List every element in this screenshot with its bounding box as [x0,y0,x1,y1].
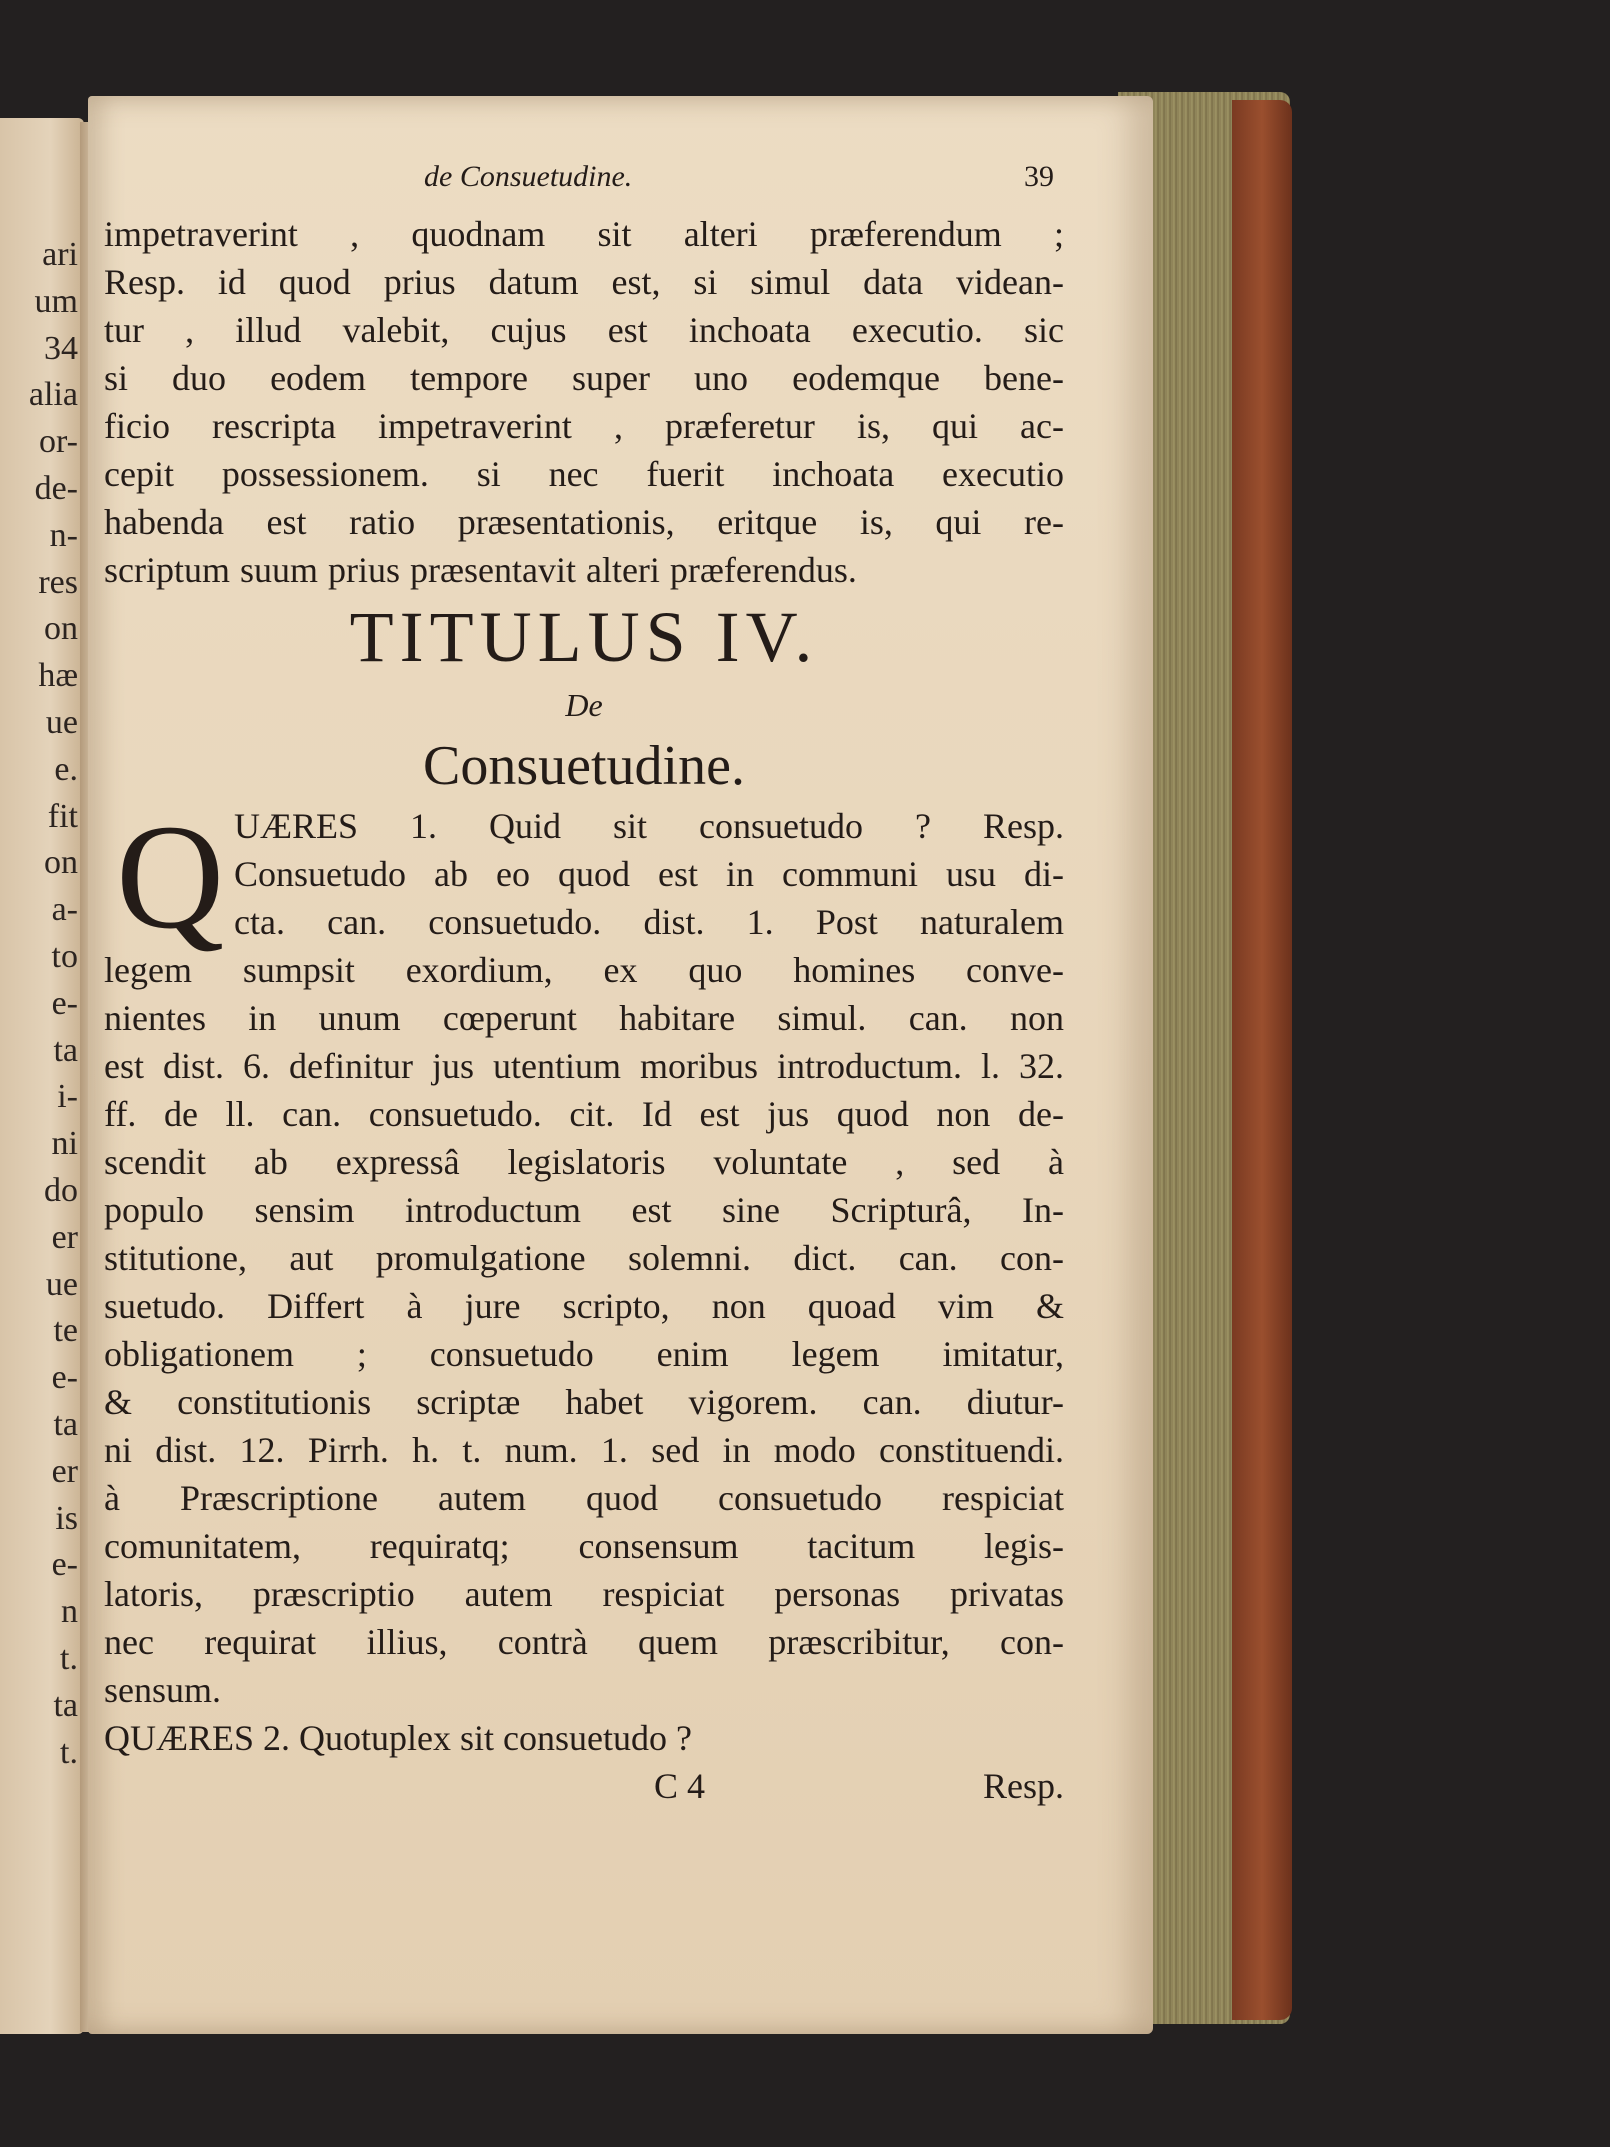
facing-fragment: e. [54,750,78,788]
paragraph-top [104,210,1064,594]
facing-fragment: e- [51,1359,78,1397]
facing-fragment: alia [28,376,78,414]
facing-fragment: te [53,1312,78,1350]
text-line: obligationem ; consuetudo enim legem imitatur, [104,1334,1064,1374]
facing-fragment: e- [51,984,78,1022]
facing-page [0,118,84,2034]
facing-fragment: t. [60,1733,78,1771]
text-line: ficio rescripta impetraverint , præferetur is, qui ac- [104,406,1064,446]
text-line: ni dist. 12. Pirrh. h. t. num. 1. sed in modo constituendi. [104,1430,1064,1470]
facing-fragment: ue [45,703,78,741]
text-line: tur , illud valebit, cujus est inchoata executio. sic [104,310,1064,350]
text-line: suetudo. Differt à jure scripto, non quoad vim & [104,1286,1064,1326]
text-line: cepit possessionem. si nec fuerit inchoata executio [104,454,1064,494]
page-text [104,160,1064,1810]
text-line: Resp. id quod prius datum est, si simul data videan- [104,262,1064,302]
text-line: comunitatem, requiratq; consensum tacitum legis- [104,1526,1064,1566]
text-line: est dist. 6. definitur jus utentium moribus introductum. l. 32. [104,1046,1064,1086]
facing-fragment: to [51,937,78,975]
facing-fragment: e- [51,1546,78,1584]
catchword: Resp. [983,1766,1064,1806]
text-line: impetraverint , quodnam sit alteri præferendum ; [104,214,1064,254]
drop-cap: Q [116,794,225,960]
text-line: à Præscriptione autem quod consuetudo respiciat [104,1478,1064,1518]
text-line: latoris, præscriptio autem respiciat personas privatas [104,1574,1064,1614]
facing-fragment: do [44,1171,78,1209]
text-line: si duo eodem tempore super uno eodemque bene- [104,358,1064,398]
facing-fragment: ta [53,1405,78,1443]
paragraph-quaeres-1 [104,794,1064,1714]
text-line: & constitutionis scriptæ habet vigorem. can. diutur- [104,1382,1064,1422]
text-line: UÆRES 1. Quid sit consuetudo ? Resp. [234,806,1064,846]
facing-fragment: ue [45,1265,78,1303]
facing-fragment: 34 [44,329,78,367]
running-header [104,160,1064,202]
facing-fragment: res [38,563,78,601]
text-line: nientes in unum cœperunt habitare simul. can. non [104,998,1064,1038]
facing-fragment: is [55,1499,78,1537]
signature-line [104,1762,1064,1810]
text-line: nec requirat illius, contrà quem præscribitur, con- [104,1622,1064,1662]
quaeres-2-text: QUÆRES 2. Quotuplex sit consuetudo ? [104,1718,692,1758]
facing-fragment: ari [42,236,78,273]
facing-fragment: um [34,282,78,320]
facing-fragment: on [44,610,78,648]
facing-fragment: ta [53,1031,78,1069]
text-line: habenda est ratio præsentationis, eritque is, qui re- [104,502,1064,542]
facing-fragment: on [44,844,78,882]
facing-fragment: er [51,1218,78,1256]
facing-fragment: n- [49,516,78,554]
facing-fragment: or- [39,423,78,461]
leather-cover [1232,100,1292,2020]
facing-fragment: a- [51,891,78,929]
facing-fragment: hæ [38,657,78,695]
text-line: ff. de ll. can. consuetudo. cit. Id est jus quod non de- [104,1094,1064,1134]
text-line: legem sumpsit exordium, ex quo homines conve- [104,950,1064,990]
facing-page-fragments [0,118,84,2034]
signature-mark: C 4 [654,1766,706,1806]
facing-fragment: i- [57,1078,78,1116]
page-number: 39 [1024,160,1054,193]
section-subtitle: Consuetudine. [423,735,745,797]
facing-fragment: n [61,1593,78,1631]
text-line: scendit ab expressâ legislatoris voluntate , sed à [104,1142,1064,1182]
facing-fragment: t. [60,1639,78,1677]
text-line: cta. can. consuetudo. dist. 1. Post naturalem [234,902,1064,942]
facing-fragment: ni [51,1125,78,1163]
text-line: populo sensim introductum est sine Scripturâ, In- [104,1190,1064,1230]
text-line: scriptum suum prius præsentavit alteri præferendus. [104,550,857,590]
text-line: stitutione, aut promulgatione solemni. dict. can. con- [104,1238,1064,1278]
quaeres-2-line [104,1714,1064,1762]
text-line: Consuetudo ab eo quod est in communi usu di- [234,854,1064,894]
facing-fragment: er [51,1452,78,1490]
quaeres-1-block [104,794,1064,1714]
facing-fragment: fit [47,797,78,835]
facing-fragment: ta [53,1686,78,1724]
section-de: De [565,687,603,723]
facing-fragment: de- [34,469,78,507]
running-title: de Consuetudine. [424,160,633,193]
text-line: sensum. [104,1670,221,1710]
section-title: TITULUS IV. [349,597,819,677]
